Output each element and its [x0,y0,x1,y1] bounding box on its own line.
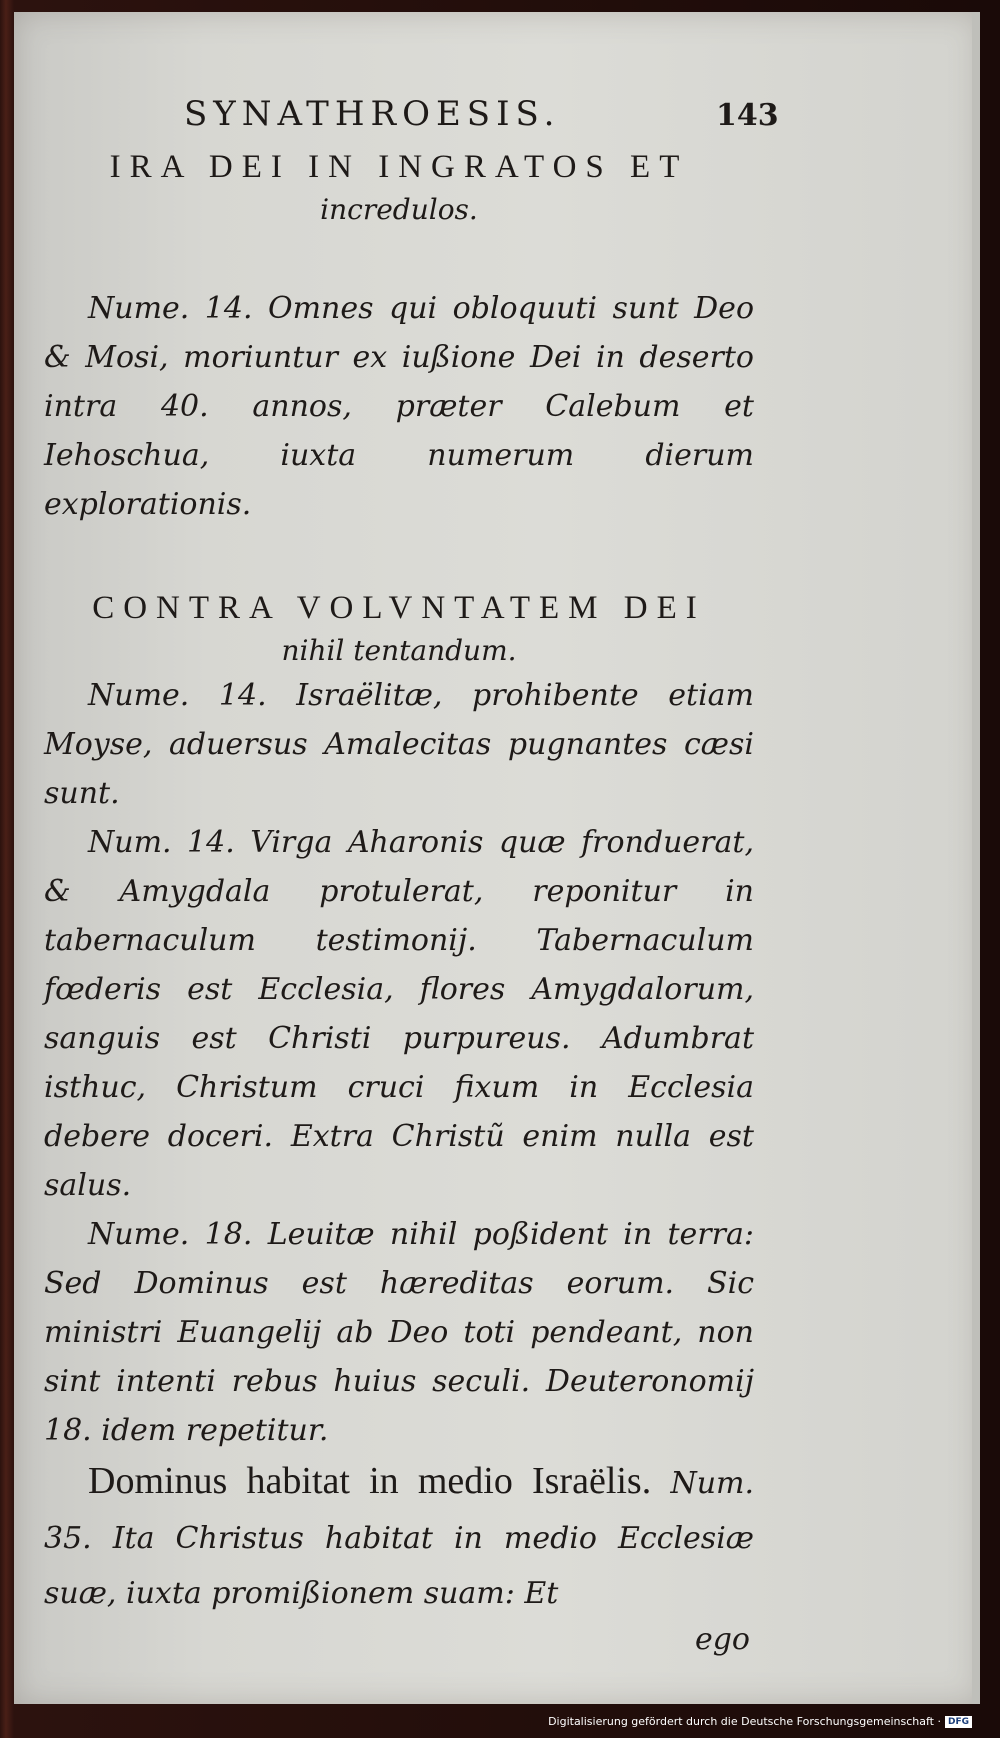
section-heading-contra-voluntatem: CONTRA VOLVNTATEM DEI [92,590,706,626]
section-heading-ira-dei: IRA DEI IN INGRATOS ET [109,149,689,185]
page-number: 143 [716,98,779,133]
book-page [14,12,980,1704]
paragraph-dominus-habitat [44,1455,754,1620]
running-head [44,72,779,134]
catchword: ego [694,1622,750,1657]
paragraph-dominus-habitat-lead: Dominus habitat in medio Israëlis. [88,1460,652,1502]
section-subheading-incredulos: incredulos. [320,193,478,226]
paragraph-nume-14-obloquuti: Nume. 14. Omnes qui obloquuti sunt Deo & Mosi, moriuntur ex iußione Dei in deserto intra 40. annos, præter Calebum et Iehoschua, iuxta numerum dierum explorationis. [44,291,754,522]
paragraph-nume-18-leuitae: Nume. 18. Leuitæ nihil poßident in terra: Sed Dominus est hæreditas eorum. Sic ministri Euangelij ab Deo toti pendeant, non sint intenti rebus huius seculi. Deuteronomij 18. idem repetitur. [44,1217,754,1448]
digitization-credit [548,1715,972,1728]
paragraph-dominus-habitat-rest: Num. 35. Ita Christus habitat in medio Ecclesiæ suæ, iuxta promißionem suam: Et [44,1466,755,1611]
running-title: SYNATHROESIS. [184,94,561,134]
page-edge [972,12,980,1704]
page-text-block [44,72,779,1657]
digitization-credit-text: Digitalisierung gefördert durch die Deutsche Forschungsgemeinschaft · [548,1715,941,1728]
paragraph-num-14-virga: Num. 14. Virga Aharonis quæ fronduerat, & Amygdala protulerat, reponitur in tabernaculum testimonij. Tabernaculum fœderis est Ecclesia, flores Amygdalorum, sanguis est Christi purpureus. Adumbrat isthuc, Christum cruci fixum in Ecclesia debere doceri. Extra Christũ enim nulla est salus. [44,825,754,1203]
dfg-logo: DFG [945,1716,972,1728]
paragraph-nume-14-israelitae: Nume. 14. Israëlitæ, prohibente etiam Moyse, aduersus Amalecitas pugnantes cæsi sunt. [44,678,754,811]
section-subheading-nihil-tentandum: nihil tentandum. [281,634,517,667]
